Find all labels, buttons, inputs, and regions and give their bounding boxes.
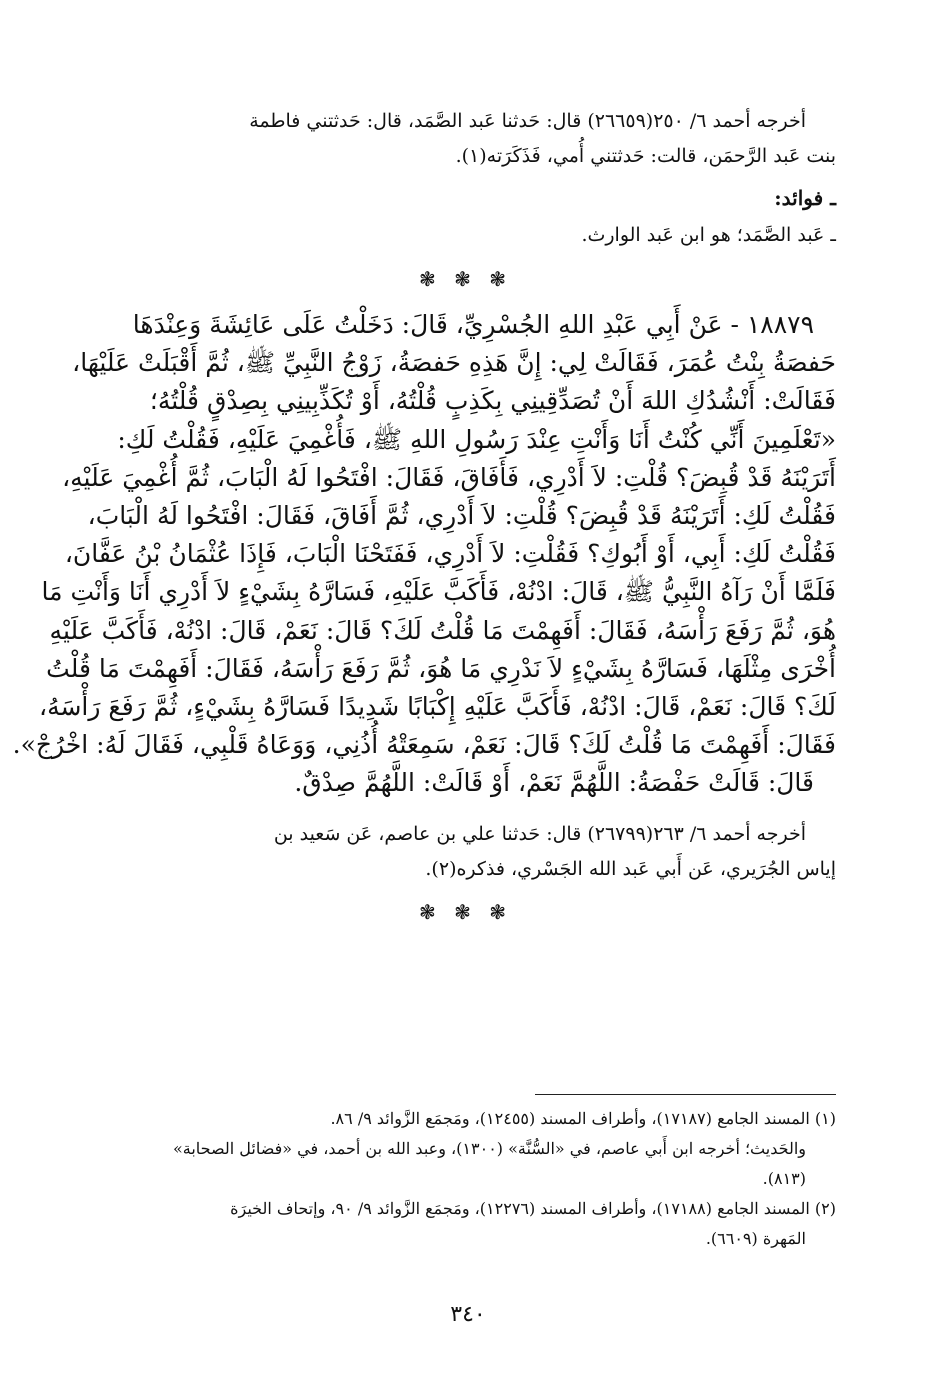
footnote-1-continued: والحَديث؛ أخرجه ابن أَبي عاصم، في «السُّنَّة» (١٣٠٠)، وعبد الله بن أحمد، في «فضائل الصحابة» xyxy=(172,1139,806,1158)
fawaid-heading: ـ فوائد: xyxy=(774,186,836,210)
hadith-line: فَقُلْتُ لَكِ: أَبِي، أَوْ أَبُوكِ؟ فَقُلْتِ: لاَ أَدْرِي، فَفَتَحْنَا الْبَابَ، فَإِذَا عُثْمَانُ بْنُ عَفَّانَ، xyxy=(64,539,836,569)
hadith-line: ١٨٨٧٩ - عَنْ أَبِي عَبْدِ اللهِ الجُسْرِيِّ، قَالَ: دَخَلْتُ عَلَى عَائِشَةَ وَعِنْدَهَا xyxy=(132,310,814,339)
footnote-2-continued: المَهرة (٦٦٠٩). xyxy=(705,1229,806,1248)
page-body xyxy=(12,104,836,939)
hadith-line: لَكَ؟ قَالَ: نَعَمْ، قَالَ: ادْنُهْ، فَأَكَبَّ عَلَيْهِ إِكْبَابًا شَدِيدًا فَسَارَّهُ بِشَيْءٍ، ثُمَّ رَفَعَ رَأْسَهُ، xyxy=(39,692,836,722)
spacer xyxy=(95,803,836,817)
section-separator: ❃ ❃ ❃ xyxy=(419,267,512,291)
source-paragraph xyxy=(95,104,836,174)
footnote-1-continued: (٨١٣). xyxy=(762,1169,806,1188)
source-line: بنت عَبد الرَّحمَن، قالت: حَدثتني أُمي، فَذَكَرَته(١). xyxy=(455,145,836,167)
hadith-line: فَقَالَ: أَفَهِمْتَ مَا قُلْتُ لَكَ؟ قَالَ: نَعَمْ، سَمِعَتْهُ أُذُنِي، وَوَعَاهُ قَلْبِي، فَقَالَ لَهُ: اخْرُجْ». xyxy=(12,730,836,760)
page-number: ٣٤٠ xyxy=(450,1302,486,1327)
hadith-text xyxy=(12,306,836,803)
footnote-divider xyxy=(535,1094,836,1095)
hadith-line: فَقَالَتْ: أَنْشُدُكِ اللهَ أَنْ تُصَدِّقِينِي بِكَذِبٍ قُلْتُهُ، أَوْ تُكَذِّبِينِي بِصِدْقٍ قُلْتُهُ؛ xyxy=(149,386,836,416)
hadith-line: فَقُلْتُ لَكِ: أَتَرَيْنَهُ قَدْ قُبِضَ؟ قُلْتِ: لاَ أَدْرِي، ثُمَّ أَفَاقَ، فَقَالَ: افْتَحُوا لَهُ الْبَابَ، xyxy=(87,501,836,531)
source-paragraph-2 xyxy=(95,817,836,887)
fawaid-item: ـ عَبد الصَّمَد؛ هو ابن عَبد الوارث. xyxy=(581,224,836,246)
source-line: أخرجه أحمد ٦/ ٢٥٠(٢٦٦٥٩) قال: حَدثنا عَبد الصَّمَد، قال: حَدثتني فاطمة xyxy=(249,110,806,132)
hadith-line: أُخْرَى مِثْلَهَا، فَسَارَّهُ بِشَيْءٍ لاَ نَدْرِي مَا هُوَ، ثُمَّ رَفَعَ رَأْسَهُ، فَقَالَ: أَفَهِمْتَ مَا قُلْتُ xyxy=(46,653,836,683)
hadith-line: قَالَ: قَالَتْ حَفْصَةُ: اللَّهُمَّ نَعَمْ، أَوْ قَالَتْ: اللَّهُمَّ صِدْقٌ. xyxy=(294,768,814,798)
hadith-line: فَلَمَّا أَنْ رَآهُ النَّبِيُّ ﷺ، قَالَ: ادْنُهْ، فَأَكَبَّ عَلَيْهِ، فَسَارَّهُ بِشَيْءٍ لاَ أَدْرِي أَنَا وَأَنْتِ مَا xyxy=(41,577,836,607)
footnotes xyxy=(95,1104,836,1254)
source-line: أخرجه أحمد ٦/ ٢٦٣(٢٦٧٩٩) قال: حَدثنا علي بن عاصم، عَن سَعيد بن xyxy=(273,822,806,845)
source-line: إياس الجُرَيري، عَن أَبي عَبد الله الجَسْري، فذكره(٢). xyxy=(425,857,836,880)
hadith-line: أَتَرَيْنَهُ قَدْ قُبِضَ؟ قُلْتِ: لاَ أَدْرِي، فَأَفَاقَ، فَقَالَ: افْتَحُوا لَهُ الْبَابَ، ثُمَّ أُغْمِيَ عَلَيْهِ، xyxy=(62,462,836,492)
footnote-2: (٢) المسند الجامع (١٧١٨٨)، وأطراف المسند (١٢٢٧٦)، ومَجمَع الزَّوائد ٩/ ٩٠، وإتحاف الخيرَة xyxy=(230,1199,836,1218)
hadith-line: هُوَ، ثُمَّ رَفَعَ رَأْسَهُ، فَقَالَ: أَفَهِمْتَ مَا قُلْتُ لَكَ؟ قَالَ: نَعَمْ، قَالَ: ادْنُهْ، فَأَكَبَّ عَلَيْهِ xyxy=(49,615,836,645)
section-separator: ❃ ❃ ❃ xyxy=(419,899,512,924)
hadith-line: حَفصَةُ بِنْتُ عُمَرَ، فَقَالَتْ لِي: إِنَّ هَذِهِ حَفصَةُ، زَوْجُ النَّبِيِّ ﷺ، ثُمَّ أَقْبَلَتْ عَلَيْهَا، xyxy=(72,348,836,378)
hadith-line: «تَعْلَمِينَ أَنِّي كُنْتُ أَنَا وَأَنْتِ عِنْدَ رَسُولِ اللهِ ﷺ، فَأُغْمِيَ عَلَيْهِ، فَقُلْتُ لَكِ: xyxy=(117,424,836,454)
footnote-1: (١) المسند الجامع (١٧١٨٧)، وأطراف المسند (١٢٤٥٥)، ومَجمَع الزَّوائد ٩/ ٨٦. xyxy=(330,1109,836,1128)
